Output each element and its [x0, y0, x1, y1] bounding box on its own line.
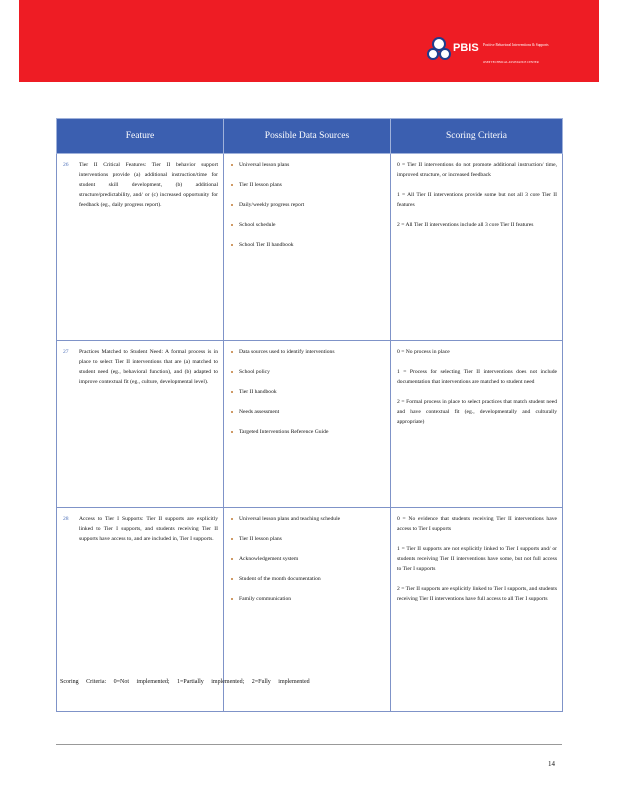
source-item: School Tier II handbook — [230, 240, 385, 250]
feature-cell — [57, 341, 224, 508]
source-item: Targeted Interventions Reference Guide — [230, 427, 385, 437]
source-item: Tier II handbook — [230, 387, 385, 397]
criteria-cell — [391, 154, 563, 341]
logo-tagline: Positive Behavioral Interventions & Supports — [483, 43, 549, 47]
tier2-features-table — [56, 118, 563, 712]
criteria-item: 0 = No process in place — [397, 349, 450, 355]
header-banner — [19, 0, 599, 82]
header-data-sources: Possible Data Sources — [224, 119, 391, 154]
criteria-cell — [391, 508, 563, 712]
header-scoring-criteria: Scoring Criteria — [391, 119, 563, 154]
pbis-logo — [427, 34, 577, 70]
feature-text: Practices Matched to Student Need: A formal process is in place to select Tier II interventions that are (a) matched to student need (eg., behavioral function), and (b) adapted to improve contextual fit (eg., culture, developmental level). — [79, 349, 218, 385]
feature-text: Tier II Critical Features: Tier II behavior support interventions provide (a) additional instruction/time for student skill development, (b) additional structure/predictability, and/ or (c) increased opportunity for feedback (eg., daily progress report). — [79, 162, 218, 208]
feature-number: 26 — [63, 162, 69, 168]
criteria-item: 1 = Tier II supports are not explicitly linked to Tier I supports and/ or students receiving Tier II interventions have some, but not full access to Tier I supports — [397, 546, 557, 572]
page-number: 14 — [548, 760, 555, 768]
sources-cell — [224, 154, 391, 341]
source-item: Universal lesson plans and teaching schedule — [230, 514, 385, 524]
criteria-item: 2 = Tier II supports are explicitly linked to Tier I supports, and students receiving Tier II interventions have full access to all Tier I supports — [397, 586, 557, 602]
criteria-item: 2 = Formal process in place to select practices that match student need and have contextual fit (eg., developmentally and culturally appropriate) — [397, 399, 557, 425]
source-item: Tier II lesson plans — [230, 180, 385, 190]
scoring-legend: Scoring Criteria: 0=Not implemented; 1=Partially implemented; 2=Fully implemented — [60, 679, 310, 685]
source-item: Daily/weekly progress report — [230, 200, 385, 210]
criteria-item: 0 = No evidence that students receiving Tier II interventions have access to Tier I supports — [397, 516, 557, 532]
logo-word: PBIS — [453, 42, 479, 54]
table-row — [57, 154, 563, 341]
criteria-item: 0 = Tier II interventions do not promote additional instruction/ time, improved structure, or increased feedback — [397, 162, 557, 178]
footer-divider — [56, 744, 562, 745]
source-item: Universal lesson plans — [230, 160, 385, 170]
source-item: Acknowledgement system — [230, 554, 385, 564]
feature-cell — [57, 154, 224, 341]
source-item: Student of the month documentation — [230, 574, 385, 584]
logo-url: OSEP TECHNICAL ASSISTANCE CENTER — [483, 60, 539, 64]
feature-text: Access to Tier I Supports: Tier II supports are explicitly linked to Tier I supports, and students receiving Tier II supports have access to, and are included in, Tier I supports. — [79, 516, 218, 542]
source-item: Tier II lesson plans — [230, 534, 385, 544]
feature-number: 28 — [63, 516, 69, 522]
criteria-item: 2 = All Tier II interventions include all 3 core Tier II features — [397, 222, 534, 228]
source-item: School policy — [230, 367, 385, 377]
source-item: Needs assessment — [230, 407, 385, 417]
header-feature: Feature — [57, 119, 224, 154]
table-row — [57, 341, 563, 508]
sources-cell — [224, 341, 391, 508]
pbis-logo-icon — [427, 36, 451, 62]
criteria-cell — [391, 341, 563, 508]
source-item: Data sources used to identify interventions — [230, 347, 385, 357]
source-item: School schedule — [230, 220, 385, 230]
feature-number: 27 — [63, 349, 69, 355]
criteria-item: 1 = All Tier II interventions provide some but not all 3 core Tier II features — [397, 192, 557, 208]
criteria-item: 1 = Process for selecting Tier II interventions does not include documentation that interventions are matched to student need — [397, 369, 557, 385]
source-item: Family communication — [230, 594, 385, 604]
table-header-row — [57, 119, 563, 154]
